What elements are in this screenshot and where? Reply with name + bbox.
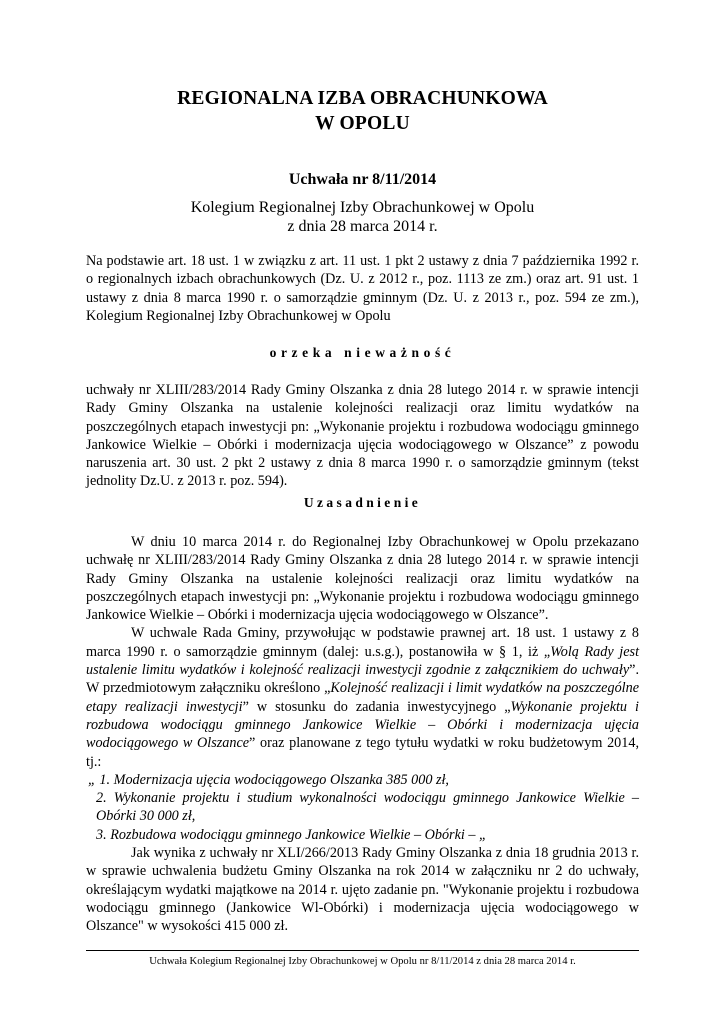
resolution-issuer: Kolegium Regionalnej Izby Obrachunkowej w Opolu xyxy=(190,199,535,216)
resolution-issuer-block xyxy=(0,198,725,236)
quoted-text: Kolejność realizacji i limit wydatków na poszczególne etapy realizacji inwestycji xyxy=(86,680,639,715)
quoted-text: Wolą Rady jest ustalenie limitu wydatków i kolejność realizacji inwestycji zgodnie z załącznikiem do uchwały xyxy=(86,643,640,679)
text-segment: W uchwale Rada Gminy, przywołując w podstawie prawnej art. 18 ust. 1 ustawy z 8 marca 1990 r. o samorządzie gminnym (dalej: u.s.g.), postanowiła w § 1, iż „ xyxy=(86,625,639,660)
resolution-title: Uchwała nr 8/11/2014 xyxy=(288,171,437,188)
institution-header xyxy=(0,86,725,136)
page-footer: Uchwała Kolegium Regionalnej Izby Obrachunkowej w Opolu nr 8/11/2014 z dnia 28 marca 2014 r. xyxy=(149,956,576,967)
quoted-text: Wykonanie projektu i rozbudowa wodociągu gminnego Jankowice Wielkie – Obórki i modernizacja ujęcia wodociągowego w Olszance xyxy=(86,698,639,752)
ruling-paragraph: uchwały nr XLIII/283/2014 Rady Gminy Olszanka z dnia 28 lutego 2014 r. w sprawie intencji Rady Gminy Olszanka na ustalenie kolejności realizacji oraz limitu wydatków na poszczególnych etapach inwestycji pn: „Wykonanie projektu i rozbudowa wodociągu gminnego Jankowice Wielkie – Obórki i modernizacja ujęcia wodociągowego w Olszance” z powodu naruszenia art. 30 ust. 2 pkt 2 ustawy z dnia 8 marca 1990 r. o samorządzie gminnym (tekst jednolity Dz.U. z 2013 r. poz. 594). xyxy=(86,382,639,490)
justification-section xyxy=(86,533,639,936)
list-item: 2. Wykonanie projektu i studium wykonalności wodociągu gminnego Jankowice Wielkie – Obórki 30 000 zł, xyxy=(96,790,639,825)
text-segment: ” w stosunku do zadania inwestycyjnego „ xyxy=(242,698,511,715)
footer-divider xyxy=(86,950,639,951)
text-segment: ”. W przedmiotowym załączniku określono „ xyxy=(86,662,639,697)
justification-heading: Uzasadnienie xyxy=(303,495,422,510)
justification-paragraph-1: W dniu 10 marca 2014 r. do Regionalnej Izby Obrachunkowej w Opolu przekazano uchwałę nr XLIII/283/2014 Rady Gminy Olszanka z dnia 28 lutego 2014 r. w sprawie intencji Rady Gminy Olszanka na ustalenie kolejności realizacji oraz limitu wydatków na poszczególnych etapach inwestycji pn: „Wykonanie projektu i rozbudowa wodociągu gminnego Jankowice Wielkie – Obórki i modernizacja ujęcia wodociągowego w Olszance”. xyxy=(86,534,639,624)
list-item: 3. Rozbudowa wodociągu gminnego Jankowice Wielkie – Obórki – „ xyxy=(96,826,487,843)
justification-paragraph-2 xyxy=(86,624,639,770)
justification-paragraph-3: Jak wynika z uchwały nr XLI/266/2013 Rady Gminy Olszanka z dnia 18 grudnia 2013 r. w sprawie uchwalenia budżetu Gminy Olszanka na rok 2014 w załączniku nr 2 do uchwały, określającym wydatki majątkowe na 2014 r. ujęto zadanie pn. "Wykonanie projektu i rozbudowa wodociągu gminnego (Jankowice Wl-Obórki) i modernizacja ujęcia wodociągowego w Olszance" w wysokości 415 000 zł. xyxy=(86,845,639,935)
institution-city: W OPOLU xyxy=(315,113,410,134)
resolution-date: z dnia 28 marca 2014 r. xyxy=(287,218,438,235)
ruling-heading: orzeka nieważność xyxy=(269,345,456,360)
text-segment: ” oraz planowane z tego tytułu wydatki w roku budżetowym 2014, tj.: xyxy=(86,735,639,770)
institution-name: REGIONALNA IZBA OBRACHUNKOWA xyxy=(177,88,548,109)
list-item: „ 1. Modernizacja ujęcia wodociągowego Olszanka 385 000 zł, xyxy=(88,771,449,788)
legal-basis-paragraph: Na podstawie art. 18 ust. 1 w związku z art. 11 ust. 1 pkt 2 ustawy z dnia 7 października 1992 r. o regionalnych izbach obrachunkowych (Dz. U. z 2012 r., poz. 1113 ze zm.) oraz art. 91 ust. 1 ustawy z dnia 8 marca 1990 r. o samorządzie gminnym (Dz. U. z 2013 r., poz. 594 ze zm.), Kolegium Regionalnej Izby Obrachunkowej w Opolu xyxy=(86,253,639,324)
